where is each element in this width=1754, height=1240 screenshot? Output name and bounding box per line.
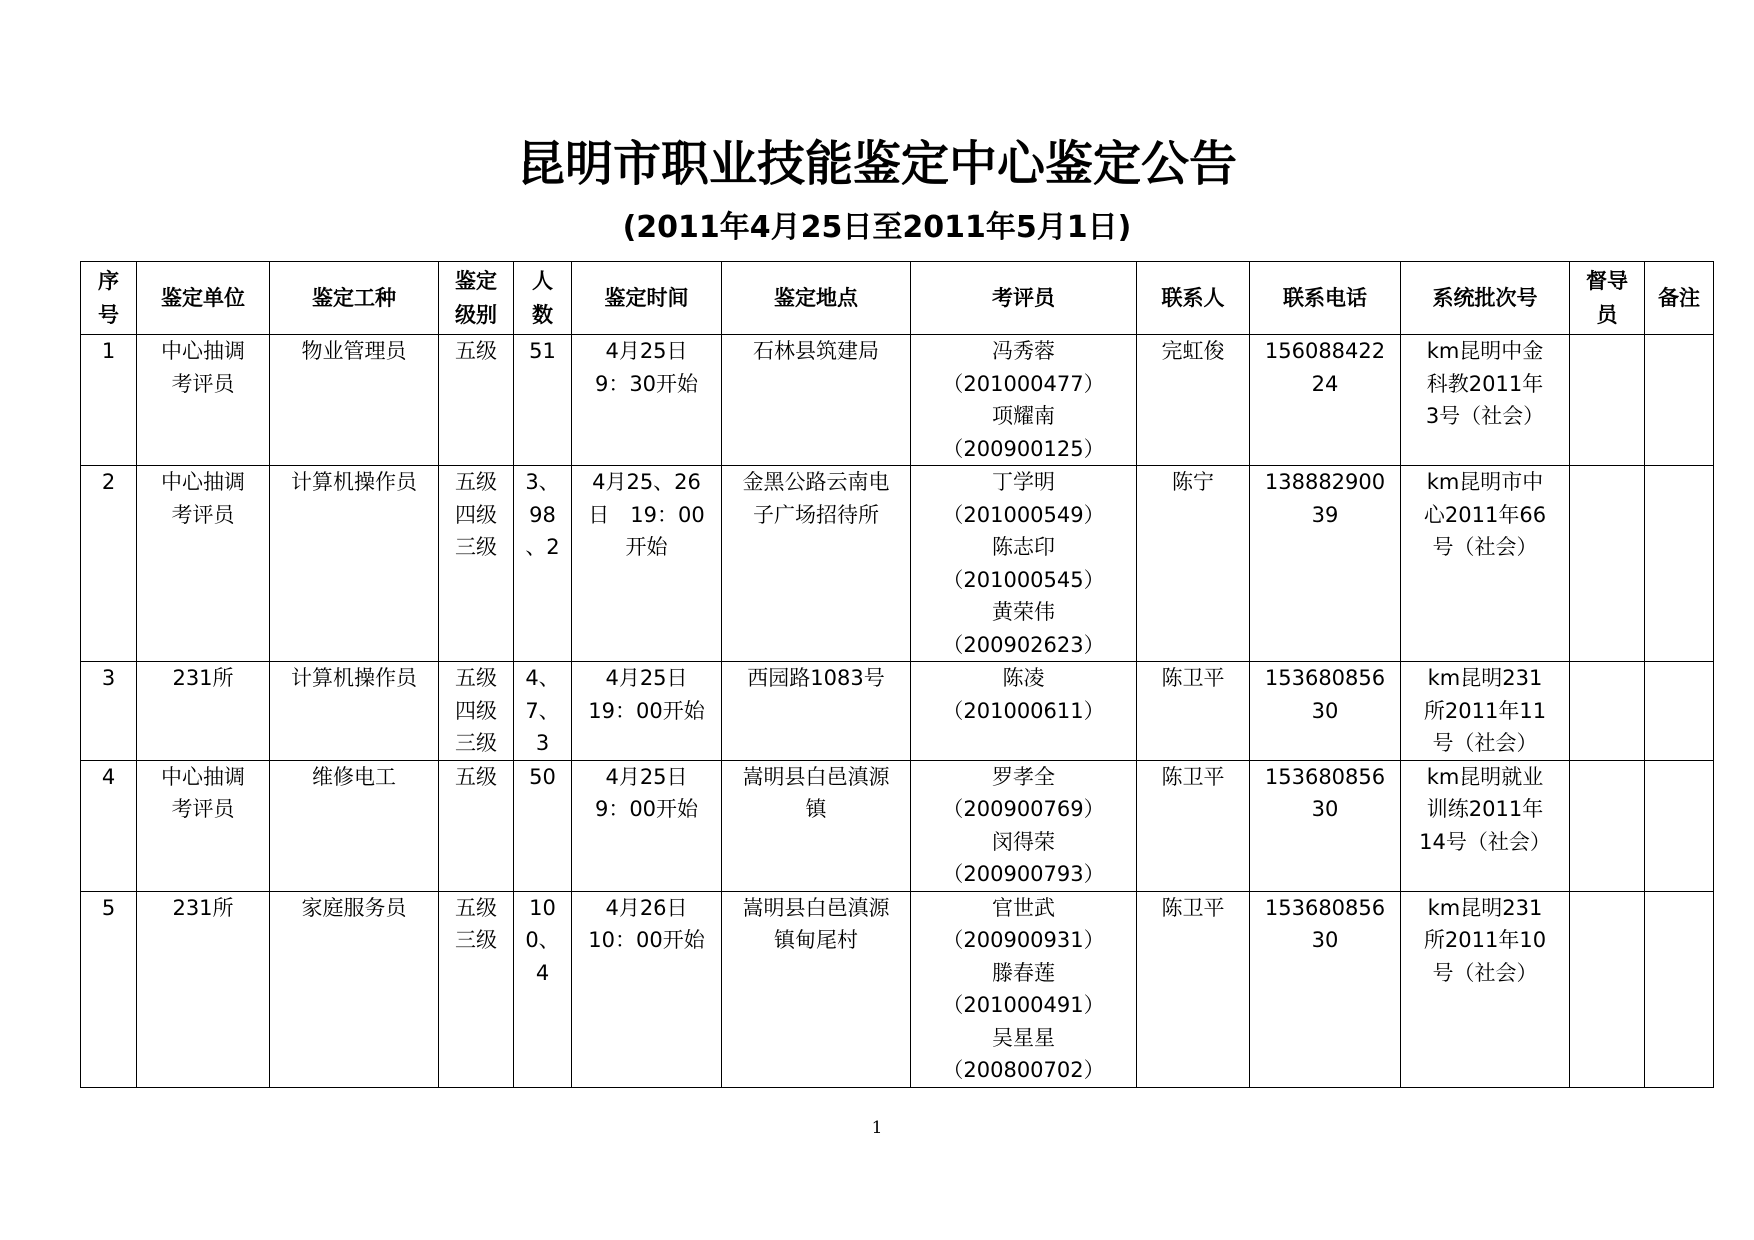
appraisal-notice-table xyxy=(80,261,1714,1088)
cell-examiners: 丁学明 （201000549） 陈志印 （201000545） 黄荣伟 （200902623） xyxy=(911,466,1137,662)
header-remarks: 备注 xyxy=(1645,262,1714,335)
table-row xyxy=(81,662,1714,761)
cell-location: 金黑公路云南电 子广场招待所 xyxy=(722,466,911,662)
table-header-row xyxy=(81,262,1714,335)
cell-supervisor xyxy=(1570,891,1645,1087)
cell-location: 嵩明县白邑滇源 镇甸尾村 xyxy=(722,891,911,1087)
header-time: 鉴定时间 xyxy=(572,262,722,335)
cell-time: 4月25日 9：30开始 xyxy=(572,335,722,466)
cell-count: 4、 7、 3 xyxy=(514,662,572,761)
table-row xyxy=(81,891,1714,1087)
cell-remarks xyxy=(1645,662,1714,761)
cell-remarks xyxy=(1645,335,1714,466)
cell-time: 4月25日 9：00开始 xyxy=(572,760,722,891)
cell-contact: 陈卫平 xyxy=(1137,760,1250,891)
cell-index: 3 xyxy=(81,662,137,761)
cell-contact: 陈宁 xyxy=(1137,466,1250,662)
cell-phone: 153680856 30 xyxy=(1250,891,1401,1087)
cell-index: 1 xyxy=(81,335,137,466)
cell-supervisor xyxy=(1570,335,1645,466)
cell-time: 4月25日 19：00开始 xyxy=(572,662,722,761)
cell-trade: 物业管理员 xyxy=(270,335,439,466)
cell-batch: km昆明市中 心2011年66 号（社会） xyxy=(1401,466,1570,662)
cell-supervisor xyxy=(1570,662,1645,761)
table-row xyxy=(81,760,1714,891)
cell-index: 5 xyxy=(81,891,137,1087)
cell-examiners: 罗孝全 （200900769） 闵得荣 （200900793） xyxy=(911,760,1137,891)
table-row xyxy=(81,335,1714,466)
cell-location: 石林县筑建局 xyxy=(722,335,911,466)
cell-unit: 231所 xyxy=(137,662,270,761)
table-row xyxy=(81,466,1714,662)
header-supervisor: 督导 员 xyxy=(1570,262,1645,335)
cell-remarks xyxy=(1645,466,1714,662)
cell-location: 嵩明县白邑滇源 镇 xyxy=(722,760,911,891)
header-location: 鉴定地点 xyxy=(722,262,911,335)
page-number: 1 xyxy=(871,1118,883,1138)
cell-unit: 231所 xyxy=(137,891,270,1087)
cell-trade: 维修电工 xyxy=(270,760,439,891)
cell-phone: 156088422 24 xyxy=(1250,335,1401,466)
cell-level: 五级 xyxy=(439,335,514,466)
cell-examiners: 冯秀蓉 （201000477） 项耀南 （200900125） xyxy=(911,335,1137,466)
header-index: 序 号 xyxy=(81,262,137,335)
header-batch: 系统批次号 xyxy=(1401,262,1570,335)
cell-level: 五级 四级 三级 xyxy=(439,662,514,761)
cell-batch: km昆明就业 训练2011年 14号（社会） xyxy=(1401,760,1570,891)
cell-level: 五级 xyxy=(439,760,514,891)
cell-contact: 完虹俊 xyxy=(1137,335,1250,466)
cell-unit: 中心抽调 考评员 xyxy=(137,466,270,662)
header-examiners: 考评员 xyxy=(911,262,1137,335)
cell-examiners: 官世武 （200900931） 滕春莲 （201000491） 吴星星 （200800702） xyxy=(911,891,1137,1087)
cell-supervisor xyxy=(1570,760,1645,891)
document-subtitle: (2011年4月25日至2011年5月1日) xyxy=(622,210,1132,245)
cell-phone: 153680856 30 xyxy=(1250,760,1401,891)
cell-examiners: 陈凌 （201000611） xyxy=(911,662,1137,761)
cell-index: 4 xyxy=(81,760,137,891)
cell-phone: 138882900 39 xyxy=(1250,466,1401,662)
cell-count: 3、 98 、2 xyxy=(514,466,572,662)
header-level: 鉴定 级别 xyxy=(439,262,514,335)
header-trade: 鉴定工种 xyxy=(270,262,439,335)
cell-count: 10 0、 4 xyxy=(514,891,572,1087)
cell-time: 4月25、26 日 19：00 开始 xyxy=(572,466,722,662)
header-contact: 联系人 xyxy=(1137,262,1250,335)
header-unit: 鉴定单位 xyxy=(137,262,270,335)
cell-trade: 家庭服务员 xyxy=(270,891,439,1087)
header-count: 人 数 xyxy=(514,262,572,335)
cell-level: 五级 四级 三级 xyxy=(439,466,514,662)
cell-batch: km昆明中金 科教2011年 3号（社会） xyxy=(1401,335,1570,466)
cell-unit: 中心抽调 考评员 xyxy=(137,760,270,891)
cell-trade: 计算机操作员 xyxy=(270,662,439,761)
cell-level: 五级 三级 xyxy=(439,891,514,1087)
document-title: 昆明市职业技能鉴定中心鉴定公告 xyxy=(516,136,1237,192)
cell-phone: 153680856 30 xyxy=(1250,662,1401,761)
cell-time: 4月26日 10：00开始 xyxy=(572,891,722,1087)
cell-index: 2 xyxy=(81,466,137,662)
cell-contact: 陈卫平 xyxy=(1137,891,1250,1087)
cell-unit: 中心抽调 考评员 xyxy=(137,335,270,466)
cell-location: 西园路1083号 xyxy=(722,662,911,761)
header-phone: 联系电话 xyxy=(1250,262,1401,335)
cell-trade: 计算机操作员 xyxy=(270,466,439,662)
cell-batch: km昆明231 所2011年11 号（社会） xyxy=(1401,662,1570,761)
cell-supervisor xyxy=(1570,466,1645,662)
cell-count: 50 xyxy=(514,760,572,891)
cell-contact: 陈卫平 xyxy=(1137,662,1250,761)
cell-count: 51 xyxy=(514,335,572,466)
cell-remarks xyxy=(1645,760,1714,891)
cell-remarks xyxy=(1645,891,1714,1087)
cell-batch: km昆明231 所2011年10 号（社会） xyxy=(1401,891,1570,1087)
